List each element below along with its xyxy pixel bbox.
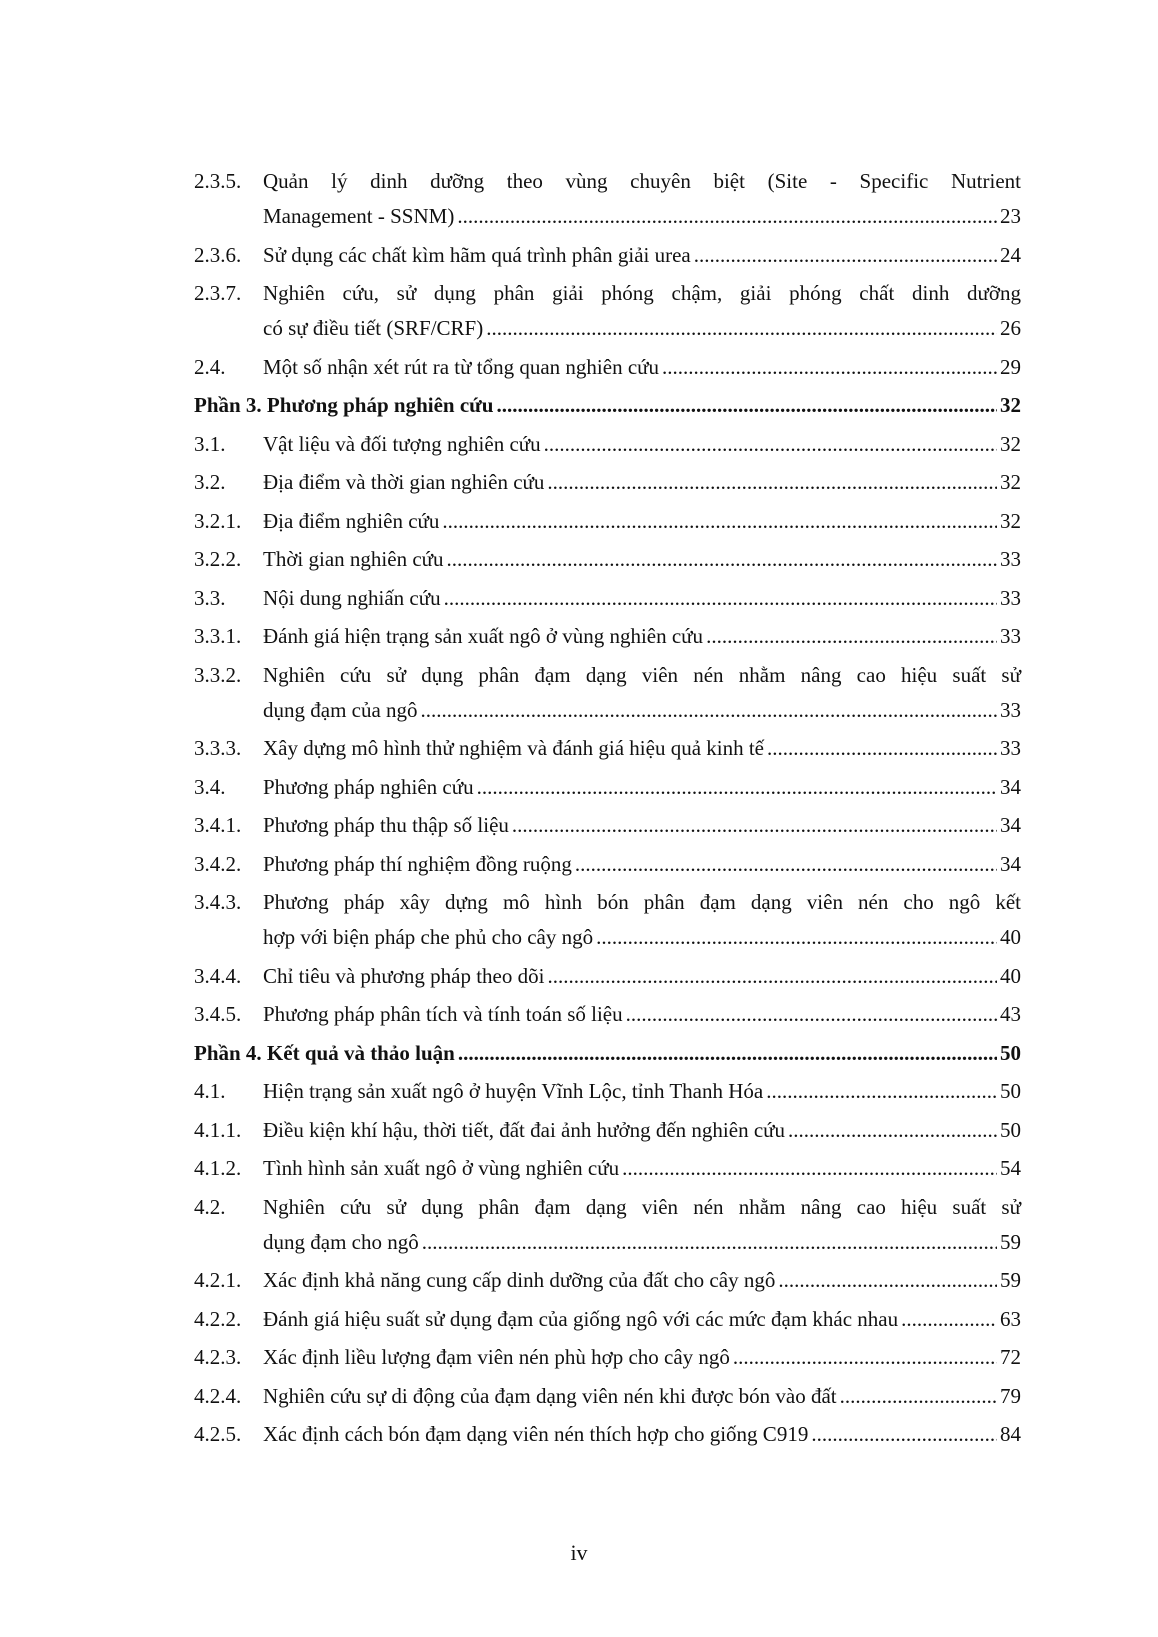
toc-entry[interactable] <box>194 164 1021 234</box>
toc-entry-page: 32 <box>1000 431 1021 456</box>
toc-entry[interactable] <box>194 1113 1021 1148</box>
toc-entry-title: Nội dung nghiấn cứu <box>263 585 441 610</box>
toc-entry-title: Điều kiện khí hậu, thời tiết, đất đai ảnh hưởng đến nghiên cứu <box>263 1117 786 1142</box>
toc-entry[interactable] <box>194 465 1021 500</box>
toc-entry-body <box>263 1263 1021 1298</box>
toc-entry-number: 2.3.6. <box>194 242 242 267</box>
toc-entry-number: 3.4.2. <box>194 851 242 876</box>
dot-leader <box>763 1074 997 1109</box>
toc-entry[interactable] <box>194 427 1021 462</box>
toc-entry-title-line1: Phương pháp xây dựng mô hình bón phân đạm dạng viên nén cho ngô kết <box>263 890 1021 914</box>
toc-entry-title: Phương pháp phân tích và tính toán số liệu <box>263 1002 623 1026</box>
toc-entry-title: Hiện trạng sản xuất ngô ở huyện Vĩnh Lộc, tỉnh Thanh Hóa <box>263 1079 764 1103</box>
toc-entry-page: 33 <box>1000 547 1021 571</box>
toc-entry-body <box>263 1074 1021 1109</box>
toc-entry[interactable] <box>194 1417 1021 1452</box>
toc-entry-body <box>263 238 1021 273</box>
dot-leader <box>691 238 997 273</box>
toc-entry-number: 4.2. <box>194 1194 226 1219</box>
dot-leader <box>444 542 997 577</box>
dot-leader <box>544 465 997 500</box>
toc-entry-body <box>263 770 1021 805</box>
toc-entry-body <box>263 276 1021 346</box>
toc-entry-title: dụng đạm cho ngô <box>263 1229 419 1254</box>
dot-leader <box>775 1263 997 1298</box>
toc-entry-body <box>263 731 1021 766</box>
toc-entry-body <box>263 465 1021 500</box>
toc-entry[interactable] <box>194 847 1021 882</box>
toc-entry-page: 84 <box>1000 1422 1021 1446</box>
toc-entry-number: 4.1. <box>194 1079 226 1103</box>
toc-part-heading[interactable] <box>194 388 1021 423</box>
toc-entry-body <box>263 959 1021 994</box>
toc-entry-title: Đánh giá hiệu suất sử dụng đạm của giống ngô với các mức đạm khác nhau <box>263 1306 899 1331</box>
toc-part-heading[interactable] <box>194 1036 1021 1071</box>
toc-entry-number: 4.1.1. <box>194 1117 242 1142</box>
toc-entry-page: 50 <box>1000 1079 1021 1103</box>
toc-entry-page: 40 <box>1000 925 1021 949</box>
toc-entry[interactable] <box>194 658 1021 728</box>
toc-entry-page: 59 <box>1000 1229 1021 1254</box>
toc-entry[interactable] <box>194 1151 1021 1186</box>
toc-entry-number: 2.3.7. <box>194 281 242 305</box>
toc-entry-body <box>263 581 1021 616</box>
page-number: iv <box>570 1540 588 1565</box>
toc-entry-page: 33 <box>1000 736 1021 760</box>
toc-entry-body <box>263 427 1021 462</box>
toc-entry-body <box>263 1417 1021 1452</box>
toc-entry-number: 4.2.5. <box>194 1422 242 1446</box>
toc-entry[interactable] <box>194 542 1021 577</box>
toc-entry-body <box>263 1340 1021 1375</box>
toc-entry-number: 2.4. <box>194 354 226 379</box>
dot-leader <box>837 1379 997 1414</box>
toc-entry-page: 63 <box>1000 1306 1021 1331</box>
toc-entry-title: Xây dựng mô hình thử nghiệm và đánh giá hiệu quả kinh tế <box>263 736 765 760</box>
dot-leader <box>455 1036 997 1071</box>
dot-leader <box>593 920 997 955</box>
dot-leader <box>441 581 997 616</box>
toc-entry[interactable] <box>194 808 1021 843</box>
dot-leader <box>493 388 997 423</box>
toc-entry-body <box>263 1113 1021 1148</box>
toc-entry-body <box>263 542 1021 577</box>
toc-entry-page: 33 <box>1000 585 1021 610</box>
toc-entry-body <box>263 847 1021 882</box>
toc-entry-title-line1: Nghiên cứu, sử dụng phân giải phóng chậm, giải phóng chất dinh dưỡng <box>263 281 1021 305</box>
toc-entry[interactable] <box>194 1340 1021 1375</box>
dot-leader <box>541 427 997 462</box>
toc-entry-title: Chỉ tiêu và phương pháp theo dõi <box>263 963 545 988</box>
toc-entry-page: 32 <box>1000 470 1021 494</box>
toc-entry-page: 54 <box>1000 1156 1021 1180</box>
toc-entry-number: 4.2.3. <box>194 1345 242 1369</box>
toc-entry-title: Một số nhận xét rút ra từ tổng quan nghiên cứu <box>263 354 660 379</box>
toc-entry-title: Phương pháp thí nghiệm đồng ruộng <box>263 851 572 876</box>
toc-entry-title-line1: Nghiên cứu sử dụng phân đạm dạng viên nén nhằm nâng cao hiệu suất sử <box>263 1194 1021 1219</box>
toc-entry[interactable] <box>194 1263 1021 1298</box>
dot-leader <box>730 1340 997 1375</box>
toc-entry-number: 3.3.1. <box>194 624 242 648</box>
toc-entry-number: 3.3. <box>194 585 226 610</box>
toc-entry-page: 43 <box>1000 1002 1021 1026</box>
toc-entry-number: 3.4.5. <box>194 1002 242 1026</box>
toc-entry[interactable] <box>194 1074 1021 1109</box>
toc-entry[interactable] <box>194 770 1021 805</box>
toc-entry-body <box>263 997 1021 1032</box>
toc-entry-page: 34 <box>1000 851 1021 876</box>
toc-entry-page: 40 <box>1000 963 1021 988</box>
toc-entry-title: dụng đạm của ngô <box>263 697 418 722</box>
toc-entry-page: 59 <box>1000 1268 1021 1292</box>
toc-entry-body <box>263 164 1021 234</box>
toc-entry[interactable] <box>194 581 1021 616</box>
dot-leader <box>619 1151 997 1186</box>
toc-entry-number: 3.4. <box>194 774 226 799</box>
toc-entry-number: 4.2.2. <box>194 1306 242 1331</box>
toc-entry-title: Phần 3. Phương pháp nghiên cứu <box>194 393 494 417</box>
toc-entry-title: Đánh giá hiện trạng sản xuất ngô ở vùng nghiên cứu <box>263 624 704 648</box>
dot-leader <box>474 770 997 805</box>
toc-entry-page: 29 <box>1000 354 1021 379</box>
toc-entry-page: 23 <box>1000 204 1021 228</box>
toc-entry-number: 3.4.1. <box>194 813 242 837</box>
toc-entry-title: Thời gian nghiên cứu <box>263 547 444 571</box>
dot-leader <box>419 1225 997 1260</box>
toc-entry-title: Tình hình sản xuất ngô ở vùng nghiên cứu <box>263 1156 620 1180</box>
dot-leader <box>439 504 997 539</box>
toc-entry[interactable] <box>194 238 1021 273</box>
toc-entry-number: 3.2. <box>194 470 226 494</box>
toc-entry-title: Xác định cách bón đạm dạng viên nén thích hợp cho giống C919 <box>263 1422 809 1446</box>
toc-entry-number: 3.3.2. <box>194 662 242 687</box>
toc-entry-page: 33 <box>1000 697 1021 722</box>
toc-entry-number: 4.1.2. <box>194 1156 242 1180</box>
toc-entry-page: 26 <box>1000 316 1021 340</box>
toc-entry-body <box>194 1036 1021 1071</box>
toc-entry-number: 3.1. <box>194 431 226 456</box>
toc-entry-body <box>263 350 1021 385</box>
toc-entry-title: Vật liệu và đối tượng nghiên cứu <box>263 431 541 456</box>
toc-entry-title-line1: Quản lý dinh dưỡng theo vùng chuyên biệt (Site - Specific Nutrient <box>263 169 1021 193</box>
toc-entry[interactable] <box>194 504 1021 539</box>
toc-entry-number: 3.2.2. <box>194 547 242 571</box>
toc-entry[interactable] <box>194 731 1021 766</box>
toc-entry-body <box>263 1151 1021 1186</box>
dot-leader <box>572 847 997 882</box>
toc-entry[interactable] <box>194 1190 1021 1260</box>
toc-entry-title: Phương pháp nghiên cứu <box>263 774 474 799</box>
toc-entry-title: Xác định khả năng cung cấp dinh dưỡng của đất cho cây ngô <box>263 1268 776 1292</box>
table-of-contents <box>194 164 1021 1456</box>
dot-leader <box>418 693 997 728</box>
toc-entry-page: 50 <box>1000 1117 1021 1142</box>
toc-entry-number: 4.2.4. <box>194 1383 242 1408</box>
toc-entry-title: Phần 4. Kết quả và thảo luận <box>194 1040 455 1065</box>
toc-entry[interactable] <box>194 1379 1021 1414</box>
toc-entry-body <box>263 1190 1021 1260</box>
toc-entry-page: 24 <box>1000 242 1021 267</box>
toc-entry-title: Sử dụng các chất kìm hãm quá trình phân giải urea <box>263 242 691 267</box>
toc-entry-number: 2.3.5. <box>194 169 242 193</box>
dot-leader <box>483 311 997 346</box>
toc-entry-number: 3.3.3. <box>194 736 242 760</box>
toc-entry-title: Địa điểm nghiên cứu <box>263 508 440 533</box>
toc-entry-number: 4.2.1. <box>194 1268 242 1292</box>
toc-entry[interactable] <box>194 619 1021 654</box>
toc-entry-number: 3.4.4. <box>194 963 242 988</box>
toc-entry-page: 32 <box>1000 393 1021 417</box>
toc-entry[interactable] <box>194 959 1021 994</box>
dot-leader <box>659 350 997 385</box>
toc-entry-number: 3.4.3. <box>194 890 242 914</box>
toc-entry-body <box>263 808 1021 843</box>
toc-entry-page: 34 <box>1000 774 1021 799</box>
dot-leader <box>785 1113 997 1148</box>
dot-leader <box>703 619 997 654</box>
toc-entry-body <box>263 504 1021 539</box>
dot-leader <box>808 1417 997 1452</box>
toc-entry[interactable] <box>194 1302 1021 1337</box>
dot-leader <box>898 1302 997 1337</box>
dot-leader <box>454 199 997 234</box>
toc-entry-title: Management - SSNM) <box>263 204 455 228</box>
toc-entry[interactable] <box>194 350 1021 385</box>
dot-leader <box>764 731 997 766</box>
dot-leader <box>509 808 997 843</box>
toc-entry-page: 34 <box>1000 813 1021 837</box>
toc-entry[interactable] <box>194 276 1021 346</box>
toc-entry-title-line1: Nghiên cứu sử dụng phân đạm dạng viên nén nhằm nâng cao hiệu suất sử <box>263 662 1021 687</box>
toc-entry-body <box>263 619 1021 654</box>
toc-entry-page: 50 <box>1000 1040 1021 1065</box>
toc-entry-page: 72 <box>1000 1345 1021 1369</box>
toc-entry-body <box>194 388 1021 423</box>
toc-entry-page: 33 <box>1000 624 1021 648</box>
dot-leader <box>544 959 997 994</box>
toc-entry-title: Xác định liều lượng đạm viên nén phù hợp cho cây ngô <box>263 1345 730 1369</box>
toc-entry-page: 32 <box>1000 508 1021 533</box>
toc-entry-title: hợp với biện pháp che phủ cho cây ngô <box>263 925 594 949</box>
toc-entry-title: Phương pháp thu thập số liệu <box>263 813 509 837</box>
dot-leader <box>623 997 997 1032</box>
toc-entry[interactable] <box>194 885 1021 955</box>
toc-entry-title: Nghiên cứu sự di động của đạm dạng viên nén khi được bón vào đất <box>263 1383 837 1408</box>
toc-entry-title: Địa điểm và thời gian nghiên cứu <box>263 470 545 494</box>
toc-entry-page: 79 <box>1000 1383 1021 1408</box>
toc-entry-number: 3.2.1. <box>194 508 242 533</box>
toc-entry[interactable] <box>194 997 1021 1032</box>
toc-entry-body <box>263 1302 1021 1337</box>
toc-entry-body <box>263 885 1021 955</box>
toc-entry-title: có sự điều tiết (SRF/CRF) <box>263 316 484 340</box>
toc-entry-body <box>263 1379 1021 1414</box>
toc-entry-body <box>263 658 1021 728</box>
